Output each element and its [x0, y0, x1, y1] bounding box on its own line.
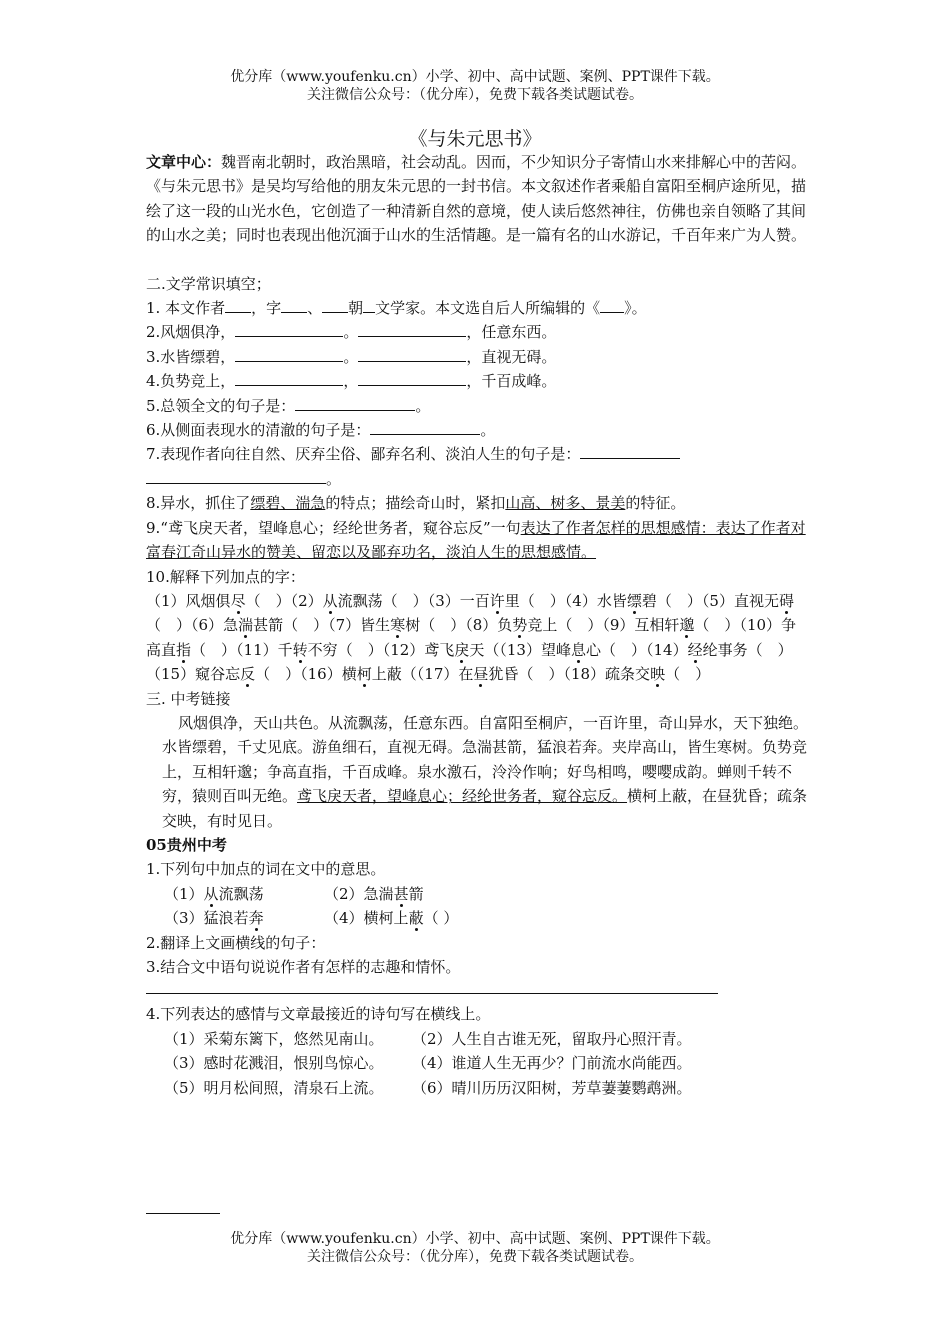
item-number: （15）: [146, 665, 196, 684]
header-line-2: 关注微信公众号：（优分库），免费下载各类试题试卷。: [307, 87, 643, 103]
item-text: 一百: [459, 591, 490, 610]
vocab-item: [291, 592, 428, 610]
poem-row-2: [146, 1051, 810, 1075]
vocab-item: [146, 592, 291, 610]
footer-line-2: 关注微信公众号：（优分库），免费下载各类试题试卷。: [307, 1249, 643, 1265]
vocab-item: [428, 592, 565, 610]
answer-paren: （ ）: [665, 665, 711, 684]
poem-option: （6）晴川历历汉阳树，芳草萋萋鹦鹉洲。: [412, 1078, 692, 1097]
vocab-item: [191, 616, 328, 634]
vocab-item: [324, 909, 458, 927]
poem-option: （3）感时花溅泪，恨别鸟惊心。: [164, 1054, 384, 1073]
item-text: 负: [497, 616, 513, 635]
passage-paragraph-2: 水皆缥碧，千丈见底。游鱼细石，直视无碍。急湍甚箭，猛浪若奔。夹岸高山，皆生寒树。负势竞上，互相轩邈；争高直指，千百成峰。泉水激石，泠泠作响；好鸟相鸣，嘤嘤成韵。蝉则千转不穷，猿则百叫无绝。鸢飞戾天者，望峰息心；经纶世务者，窥谷忘反。横柯上蔽，在昼犹昏；疏条交映，有时见日。: [162, 738, 808, 830]
question-6: 6.从侧面表现水的清澈的句子是： 。: [146, 421, 496, 440]
center-label: 文章中心：: [146, 153, 222, 171]
answer-paren: （ ）: [337, 640, 383, 659]
item-text: 望峰: [540, 640, 571, 659]
dotted-char: 从: [322, 591, 338, 610]
item-text: 猛浪若: [203, 909, 249, 928]
vocab-item: [236, 641, 383, 659]
item-number: （8）: [465, 616, 498, 635]
dotted-char: 反: [240, 665, 256, 684]
vocab-item: [563, 665, 710, 683]
item-number: （13）: [499, 640, 541, 659]
vocab-item: [164, 909, 264, 927]
item-text: 不穷: [307, 640, 338, 659]
item-text: 在: [458, 665, 474, 684]
item-text: 直视无: [733, 591, 779, 610]
item-text: 争高直: [146, 616, 797, 659]
answer-paren: （ ）: [191, 640, 237, 659]
poem-option: （1）采菊东篱下，悠然见南山。: [164, 1029, 384, 1048]
item-text: 风烟俱: [185, 591, 231, 610]
question-10-items: [146, 589, 810, 687]
item-number: （9）: [602, 616, 635, 635]
item-text: 流飘荡: [337, 591, 383, 610]
poem-option: （2）人生自古谁无死，留取丹心照汗青。: [412, 1029, 692, 1048]
item-text: 天: [469, 640, 485, 659]
item-text: 纶事务: [702, 640, 748, 659]
item-text: 犹昏: [488, 665, 519, 684]
poem-option: （5）明月松间照，清泉石上流。: [164, 1078, 384, 1097]
item-number: （12）: [382, 640, 425, 659]
item-text: 心: [585, 640, 601, 659]
item-text: 流飘荡: [218, 884, 264, 903]
question-2: 2.风烟俱净， 。 ，任意东西。: [146, 323, 557, 342]
dotted-char: 寒: [390, 616, 406, 635]
vocab-item: [565, 592, 702, 610]
passage-paragraph-1: 风烟俱净，天山共色。从流飘荡，任意东西。自富阳至桐庐，一百许里，奇山异水，天下独绝。: [178, 713, 809, 732]
page-title: 《与朱元思书》: [408, 128, 542, 150]
dotted-char: 尽: [230, 591, 246, 610]
answer-paren: （ ）: [557, 616, 603, 635]
dotted-char: 映: [650, 665, 666, 684]
item-text: 鸢飞: [424, 640, 455, 659]
answer-paren: （ ）: [255, 665, 301, 684]
item-number: （4）: [324, 909, 364, 928]
item-text: 树: [405, 616, 421, 635]
item-number: （2）: [290, 591, 323, 610]
guizhou-q1: 1.下列句中加点的词在文中的意思。: [146, 860, 386, 879]
dotted-char: 转: [292, 640, 308, 659]
vocab-item: [300, 665, 417, 683]
dotted-char: 势: [512, 616, 528, 635]
header-line-1: 优分库（www.youfenku.cn）小学、初中、高中试题、案例、PPT课件下载。: [230, 69, 720, 85]
dotted-char: 昼: [473, 665, 489, 684]
answer-line: [146, 993, 718, 994]
item-number: （18）: [563, 665, 606, 684]
answer-paren: （ ）: [747, 640, 793, 659]
item-text: 窥谷忘: [195, 665, 241, 684]
answer-paren: （ ）: [694, 616, 740, 635]
dotted-char: 许: [489, 591, 505, 610]
guizhou-q4: 4.下列表达的感情与文章最接近的诗句写在横线上。: [146, 1005, 491, 1024]
answer-paren: （ ）: [423, 909, 459, 928]
item-number: （14）: [646, 640, 688, 659]
item-number: （6）: [191, 616, 224, 635]
answer-paren: （ ）: [656, 591, 702, 610]
item-text: 水皆: [596, 591, 627, 610]
vocab-item: [324, 885, 424, 903]
question-8: 8.异水，抓住了缥碧、湍急的特点；描绘奇山时，紧扣山高、树多、景美的特征。: [146, 494, 686, 513]
item-number: （11）: [236, 640, 278, 659]
poem-option: （4）谁道人生无再少？门前流水尚能西。: [412, 1054, 692, 1073]
item-text: 疏条交: [605, 665, 651, 684]
item-number: （7）: [328, 616, 361, 635]
vocab-item: [146, 665, 300, 683]
dotted-char: 蔽: [408, 909, 424, 928]
answer-paren: （ ）: [382, 591, 428, 610]
item-text: 互相轩: [634, 616, 680, 635]
item-number: （10）: [739, 616, 782, 635]
vocab-item: [417, 665, 564, 683]
dotted-char: 经: [687, 640, 703, 659]
item-text: 皆生: [360, 616, 391, 635]
question-5: 5.总领全文的句子是： 。: [146, 396, 431, 415]
document-body: [146, 150, 810, 1100]
answer-paren: （ ）: [519, 591, 565, 610]
answer-paren: （ ）: [420, 616, 466, 635]
dotted-char: 指: [176, 640, 192, 659]
question-7: 7.表现作者向往自然、厌弃尘俗、鄙弃名利、淡泊人生的句子是： 。: [146, 442, 810, 491]
poem-row-3: [146, 1076, 810, 1100]
dotted-char: 柯: [356, 665, 372, 684]
item-text: 急湍: [363, 884, 394, 903]
item-number: （1）: [164, 884, 204, 903]
vocab-item: [646, 641, 793, 659]
item-text: 甚箭: [253, 616, 284, 635]
center-paragraph: [146, 150, 810, 248]
dotted-char: 奔: [248, 909, 264, 928]
dotted-char: 戾: [454, 640, 470, 659]
dotted-char: 甚: [393, 884, 409, 903]
item-number: （5）: [701, 591, 734, 610]
item-text: 千: [277, 640, 293, 659]
center-text: 魏晋南北朝时，政治黑暗，社会动乱。因而，不少知识分子寄情山水来排解心中的苦闷。《与朱元思书》是吴均写给他的朋友朱元思的一封书信。本文叙述作者乘船自富阳至桐庐途所见，描绘了这一段的山光水色，它创造了一种清新自然的意境，使人读后悠然神往，仿佛也亲自领略了其间的山水之美；同时也表现出他沉湎于山水的生活情趣。是一篇有名的山水游记，千百年来广为人赞。: [146, 153, 807, 245]
guizhou-q3: 3.结合文中语句说说作者有怎样的志趣和情怀。: [146, 958, 461, 976]
item-number: （3）: [427, 591, 460, 610]
item-number: （4）: [564, 591, 597, 610]
item-text: 上蔽: [371, 665, 402, 684]
answer-paren: （ ）: [146, 616, 192, 635]
vocab-item: [164, 885, 264, 903]
vocab-item: [328, 616, 465, 634]
guizhou-q2: 2.翻译上文画横线的句子：: [146, 933, 326, 952]
footer-line-1: 优分库（www.youfenku.cn）小学、初中、高中试题、案例、PPT课件下载。: [230, 1231, 720, 1247]
question-10-heading: 10.解释下列加点的字：: [146, 567, 305, 586]
dotted-char: 缥: [626, 591, 642, 610]
item-text: 箭: [408, 884, 424, 903]
guizhou-q1-row-2: [146, 906, 810, 930]
footnote-rule: [146, 1213, 220, 1214]
dotted-char: 邈: [679, 616, 695, 635]
item-number: （2）: [324, 884, 364, 903]
question-4: 4.负势竞上， ， ，千百成峰。: [146, 372, 557, 391]
answer-paren: （ ）: [518, 665, 564, 684]
section2-heading: 二.文学常识填空；: [146, 274, 271, 293]
dotted-char: 湍: [238, 616, 254, 635]
item-text: 横柯上: [363, 909, 409, 928]
vocab-item: [465, 616, 602, 634]
answer-paren: （: [484, 640, 500, 659]
poem-row-1: [146, 1027, 810, 1051]
vocab-item: [602, 616, 739, 634]
item-text: 急: [223, 616, 239, 635]
item-number: （3）: [164, 909, 204, 928]
dotted-char: 息: [570, 640, 586, 659]
dotted-char: 从: [203, 884, 219, 903]
section3-heading: 三. 中考链接: [146, 689, 231, 708]
vocab-item: [499, 641, 646, 659]
answer-paren: （ ）: [601, 640, 647, 659]
item-text: 竞上: [527, 616, 558, 635]
dotted-char: 碍: [778, 591, 794, 610]
answer-paren: （ ）: [245, 591, 291, 610]
item-text: 横: [341, 665, 357, 684]
answer-paren: （ ）: [283, 616, 329, 635]
item-text: 里: [504, 591, 520, 610]
question-9: 9.“鸢飞戾天者，望峰息心；经纶世务者，窥谷忘反”一句表达了作者怎样的思想感情：表达了作者对富春江奇山异水的赞美、留恋以及鄙弃功名，淡泊人生的思想感情。: [146, 518, 806, 562]
item-number: （1）: [146, 591, 186, 610]
item-number: （17）: [416, 665, 459, 684]
vocab-item: [383, 641, 500, 659]
item-text: 碧: [641, 591, 657, 610]
question-3: 3.水皆缥碧， 。 ，直视无碍。: [146, 347, 557, 366]
answer-paren: （: [401, 665, 417, 684]
item-number: （16）: [300, 665, 342, 684]
question-1: 1. 本文作者 ，字 、 朝 文学家。本文选自后人所编辑的《 》。: [146, 299, 647, 318]
guizhou-q1-row-1: [146, 882, 810, 906]
guizhou-heading: 05贵州中考: [146, 835, 227, 854]
